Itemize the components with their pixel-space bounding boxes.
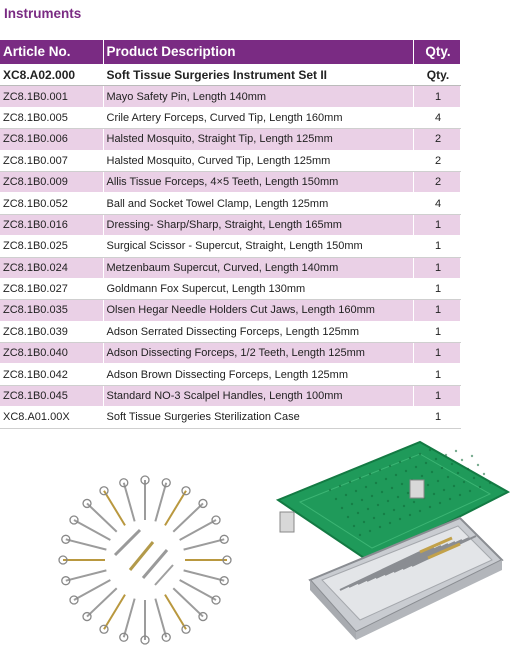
section-title: Instruments	[4, 6, 82, 21]
description-cell: Goldmann Fox Supercut, Length 130mm	[103, 278, 413, 299]
table-row	[0, 214, 460, 235]
qty-cell: 1	[413, 214, 460, 235]
sterilization-case-photo	[270, 440, 510, 645]
qty-cell: 1	[413, 278, 460, 299]
qty-cell: 1	[413, 407, 460, 428]
instruments-circle-photo	[35, 470, 260, 645]
instrument-ring	[59, 476, 231, 644]
qty-cell: 4	[413, 193, 460, 214]
qty-cell: 2	[413, 150, 460, 171]
article-cell: ZC8.1B0.009	[0, 171, 103, 192]
description-cell: Halsted Mosquito, Curved Tip, Length 125mm	[103, 150, 413, 171]
article-cell: ZC8.1B0.042	[0, 364, 103, 385]
table-row	[0, 300, 460, 321]
description-cell: Olsen Hegar Needle Holders Cut Jaws, Length 160mm	[103, 300, 413, 321]
qty-cell: 1	[413, 385, 460, 406]
description-cell: Dressing- Sharp/Sharp, Straight, Length 165mm	[103, 214, 413, 235]
case-latch-left	[280, 512, 294, 532]
header-description: Product Description	[103, 40, 413, 65]
header-qty: Qty.	[413, 40, 460, 65]
article-cell: ZC8.1B0.025	[0, 236, 103, 257]
center-instruments	[115, 530, 173, 585]
article-cell: ZC8.1B0.052	[0, 193, 103, 214]
table-row	[0, 407, 460, 428]
qty-cell: 1	[413, 343, 460, 364]
set-qty: Qty.	[413, 65, 460, 86]
table-row	[0, 107, 460, 128]
qty-cell: 1	[413, 257, 460, 278]
description-cell: Adson Brown Dissecting Forceps, Length 125mm	[103, 364, 413, 385]
header-article: Article No.	[0, 40, 103, 65]
qty-cell: 2	[413, 129, 460, 150]
case-latch-right	[410, 480, 424, 498]
qty-cell: 1	[413, 364, 460, 385]
set-article: XC8.A02.000	[0, 65, 103, 86]
table-row	[0, 278, 460, 299]
description-cell: Crile Artery Forceps, Curved Tip, Length 160mm	[103, 107, 413, 128]
article-cell: ZC8.1B0.035	[0, 300, 103, 321]
qty-cell: 1	[413, 236, 460, 257]
article-cell: ZC8.1B0.027	[0, 278, 103, 299]
table-row	[0, 321, 460, 342]
table-body	[0, 65, 460, 429]
article-cell: ZC8.1B0.016	[0, 214, 103, 235]
table-row	[0, 193, 460, 214]
description-cell: Standard NO-3 Scalpel Handles, Length 100mm	[103, 385, 413, 406]
table-row	[0, 257, 460, 278]
article-cell: ZC8.1B0.024	[0, 257, 103, 278]
description-cell: Metzenbaum Supercut, Curved, Length 140mm	[103, 257, 413, 278]
article-cell: ZC8.1B0.040	[0, 343, 103, 364]
article-cell: ZC8.1B0.045	[0, 385, 103, 406]
description-cell: Allis Tissue Forceps, 4×5 Teeth, Length 150mm	[103, 171, 413, 192]
description-cell: Adson Serrated Dissecting Forceps, Length 125mm	[103, 321, 413, 342]
table-row	[0, 236, 460, 257]
qty-cell: 2	[413, 171, 460, 192]
description-cell: Mayo Safety Pin, Length 140mm	[103, 86, 413, 107]
set-description: Soft Tissue Surgeries Instrument Set II	[103, 65, 413, 86]
table-row	[0, 150, 460, 171]
table-row	[0, 171, 460, 192]
article-cell: ZC8.1B0.007	[0, 150, 103, 171]
article-cell: ZC8.1B0.006	[0, 129, 103, 150]
table-row	[0, 129, 460, 150]
table-row	[0, 86, 460, 107]
qty-cell: 4	[413, 107, 460, 128]
description-cell: Surgical Scissor - Supercut, Straight, Length 150mm	[103, 236, 413, 257]
qty-cell: 1	[413, 300, 460, 321]
description-cell: Adson Dissecting Forceps, 1/2 Teeth, Length 125mm	[103, 343, 413, 364]
article-cell: ZC8.1B0.005	[0, 107, 103, 128]
set-row	[0, 65, 460, 86]
qty-cell: 1	[413, 86, 460, 107]
description-cell: Halsted Mosquito, Straight Tip, Length 125mm	[103, 129, 413, 150]
table-row	[0, 364, 460, 385]
table-row	[0, 343, 460, 364]
article-cell: ZC8.1B0.039	[0, 321, 103, 342]
description-cell: Soft Tissue Surgeries Sterilization Case	[103, 407, 413, 428]
article-cell: ZC8.1B0.001	[0, 86, 103, 107]
product-table	[0, 40, 461, 429]
table-row	[0, 385, 460, 406]
qty-cell: 1	[413, 321, 460, 342]
description-cell: Ball and Socket Towel Clamp, Length 125mm	[103, 193, 413, 214]
table-header	[0, 40, 460, 65]
article-cell: XC8.A01.00X	[0, 407, 103, 428]
